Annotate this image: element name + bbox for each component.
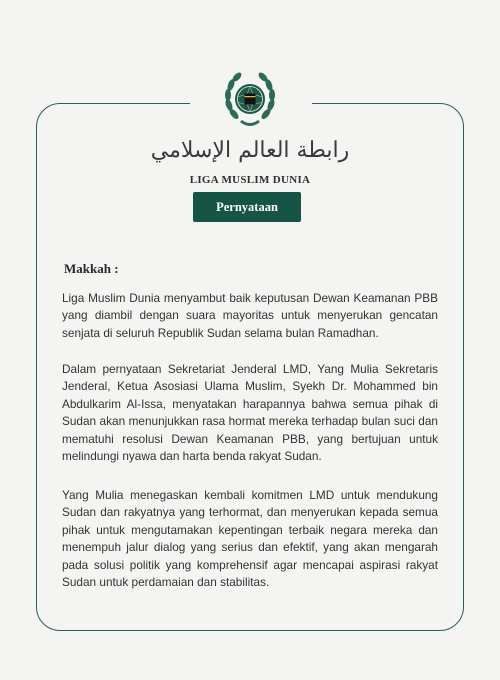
statement-paragraph: Dalam pernyataan Sekretariat Jenderal LMD, Yang Mulia Sekretaris Jenderal, Ketua Asosiasi Ulama Muslim, Syekh Dr. Mohammed bin Abdulkarim Al-Issa, menyatakan harapannya bahwa semua pihak di Sudan akan menunjukkan rasa hormat mereka terhadap bulan suci dan mematuhi resolusi Dewan Keamanan PBB, yang bertujuan untuk melindungi nyawa dan harta benda rakyat Sudan. (62, 362, 438, 464)
statement-paragraph: Liga Muslim Dunia menyambut baik keputusan Dewan Keamanan PBB yang diambil dengan suara mayoritas untuk menyerukan gencatan senjata di seluruh Republik Sudan selama bulan Ramadhan. (62, 291, 438, 340)
dateline-location: Makkah : (64, 261, 119, 276)
laurel-wreath-kaaba-emblem-icon (220, 70, 280, 134)
document-type-badge: Pernyataan (193, 192, 301, 222)
organization-arabic-name: رابطة العالم الإسلامي (150, 138, 350, 163)
organization-name: LIGA MUSLIM DUNIA (189, 174, 311, 186)
statement-paragraph: Yang Mulia menegaskan kembali komitmen LMD untuk mendukung Sudan dan rakyatnya yang terhormat, dan menyerukan kepada semua pihak untuk mengutamakan kepentingan terbaik negara mereka dan menempuh jalur dialog yang serius dan efektif, yang akan mengarah pada solusi politik yang komprehensif agar mencapai aspirasi rakyat Sudan untuk perdamaian dan stabilitas. (62, 488, 438, 590)
